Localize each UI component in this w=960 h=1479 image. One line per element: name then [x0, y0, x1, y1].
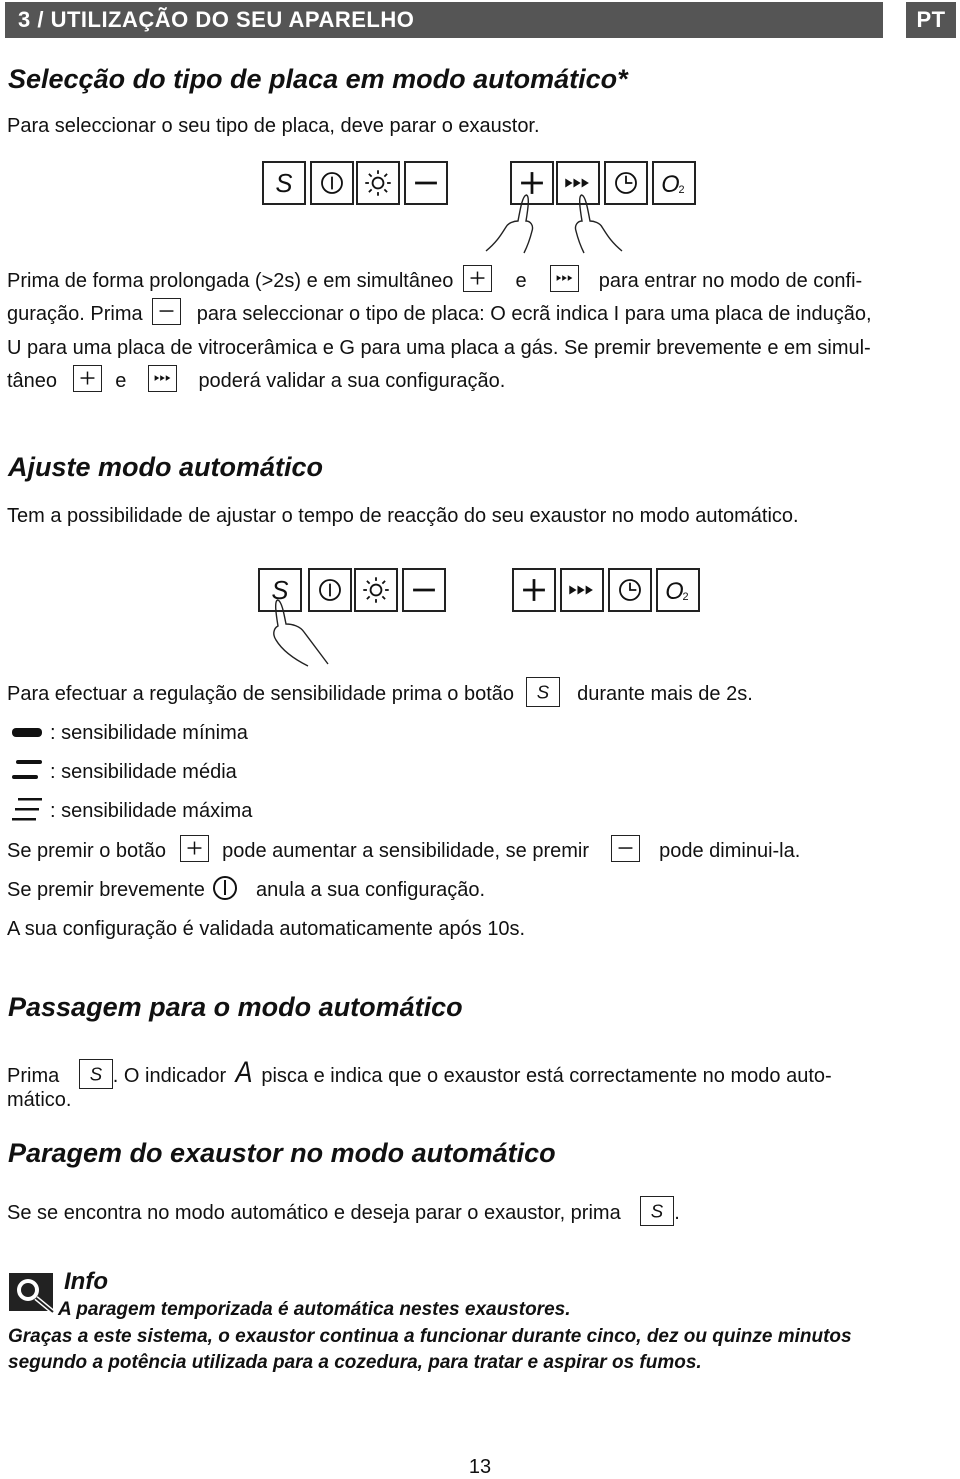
- minus-key-icon: [152, 298, 181, 325]
- svg-text:S: S: [536, 681, 549, 703]
- svg-text:2: 2: [682, 591, 689, 603]
- language-badge: PT: [906, 2, 956, 38]
- text: Se se encontra no modo automático e deseja parar o exaustor, prima: [7, 1202, 621, 1224]
- text: Se premir brevemente: [7, 879, 205, 901]
- control-panel-diagram-1: [262, 161, 702, 261]
- config-line-1: [7, 265, 862, 298]
- section-title-auto-adjust: Ajuste modo automático: [8, 452, 324, 482]
- stop-auto-line: [7, 1197, 680, 1230]
- timer-icon: [608, 568, 652, 612]
- section-title-plate-selection: Selecção do tipo de placa em modo automático*: [8, 64, 628, 94]
- magnifier-info-icon: [8, 1272, 56, 1314]
- text: para entrar no modo de confi-: [598, 270, 863, 292]
- s-key: [262, 161, 306, 205]
- text: Para efectuar a regulação de sensibilidade prima o botão: [7, 683, 514, 705]
- power-icon: [310, 161, 354, 205]
- config-line-2: [7, 298, 872, 331]
- info-title: Info: [64, 1268, 108, 1295]
- text: e: [115, 370, 127, 392]
- text: Se premir o botão: [7, 840, 166, 862]
- plus-key-icon: [73, 365, 102, 392]
- sensitivity-medium-label: : sensibilidade média: [50, 761, 237, 783]
- sensitivity-instruction: [7, 678, 753, 711]
- text: . O indicador: [112, 1065, 227, 1087]
- switch-auto-line-1: [7, 1056, 832, 1093]
- text: .: [674, 1202, 680, 1224]
- config-line-3: U para uma placa de vitrocerâmica e G para uma placa a gás. Se premir brevemente e em simul-: [7, 337, 871, 359]
- pressing-hands-icon: [462, 191, 662, 261]
- text: e: [515, 270, 527, 292]
- o2-key: [656, 568, 700, 612]
- boost-key-icon: [148, 365, 177, 392]
- s-key-icon: [79, 1059, 113, 1089]
- light-icon: [354, 568, 398, 612]
- info-line-2: Graças a este sistema, o exaustor continua a funcionar durante cinco, dez ou quinze minutos: [8, 1326, 852, 1347]
- text: para seleccionar o tipo de placa: O ecrã indica I para uma placa de indução,: [196, 303, 872, 325]
- sensitivity-medium-icon: [10, 757, 46, 783]
- switch-auto-line-2: mático.: [7, 1089, 72, 1111]
- config-line-4: [7, 365, 505, 398]
- text: Prima: [7, 1065, 60, 1087]
- svg-text:S: S: [89, 1063, 103, 1085]
- cancel-line: [7, 874, 485, 907]
- svg-text:S: S: [271, 577, 289, 606]
- control-panel-diagram-2: [258, 568, 708, 668]
- svg-text:O: O: [661, 172, 680, 199]
- text: durante mais de 2s.: [577, 683, 753, 705]
- minus-key-icon: [611, 835, 640, 862]
- plus-icon: [512, 568, 556, 612]
- auto-adjust-intro: Tem a possibilidade de ajustar o tempo de reacção do seu exaustor no modo automático.: [7, 505, 799, 527]
- text: pode diminui-la.: [659, 840, 801, 862]
- text: pode aumentar a sensibilidade, se premir: [222, 840, 589, 862]
- s-key-label: S: [275, 170, 293, 199]
- plate-selection-intro: Para seleccionar o seu tipo de placa, deve parar o exaustor.: [7, 115, 540, 137]
- text: pisca e indica que o exaustor está correctamente no modo auto-: [261, 1065, 832, 1087]
- pressing-hand-icon: [258, 596, 348, 668]
- s-key-icon: [640, 1196, 674, 1226]
- text: guração. Prima: [7, 303, 143, 325]
- text: anula a sua configuração.: [256, 879, 486, 901]
- page-number: 13: [468, 1456, 492, 1478]
- plus-key-icon: [463, 265, 492, 292]
- svg-text:2: 2: [678, 184, 685, 196]
- sensitivity-max-label: : sensibilidade máxima: [50, 800, 253, 822]
- svg-text:O: O: [665, 579, 684, 606]
- text: poderá validar a sua configuração.: [198, 370, 506, 392]
- sensitivity-min-icon: [10, 724, 46, 744]
- increase-decrease-line: [7, 835, 800, 868]
- minus-icon: [402, 568, 446, 612]
- section-title-stop-auto: Paragem do exaustor no modo automático: [8, 1138, 556, 1168]
- info-line-1: A paragem temporizada é automática nestes exaustores.: [58, 1299, 571, 1320]
- info-line-3: segundo a potência utilizada para a cozedura, para tratar e aspirar os fumos.: [8, 1352, 702, 1373]
- plus-key-icon: [180, 835, 209, 862]
- sensitivity-min-label: : sensibilidade mínima: [50, 722, 248, 744]
- boost-key-icon: [550, 265, 579, 292]
- text: tâneo: [7, 370, 58, 392]
- section-title-switch-auto: Passagem para o modo automático: [8, 992, 463, 1022]
- minus-icon: [404, 161, 448, 205]
- sensitivity-max-icon: [10, 796, 46, 824]
- svg-text:S: S: [651, 1200, 664, 1222]
- s-key-icon: [526, 677, 560, 707]
- auto-indicator: A: [235, 1056, 253, 1089]
- header-title: 3 / UTILIZAÇÃO DO SEU APARELHO: [5, 2, 883, 38]
- text: Prima de forma prolongada (>2s) e em simultâneo: [7, 270, 454, 292]
- power-icon: [210, 873, 240, 903]
- boost-icon: [560, 568, 604, 612]
- light-icon: [356, 161, 400, 205]
- validation-note: A sua configuração é validada automaticamente após 10s.: [7, 918, 526, 940]
